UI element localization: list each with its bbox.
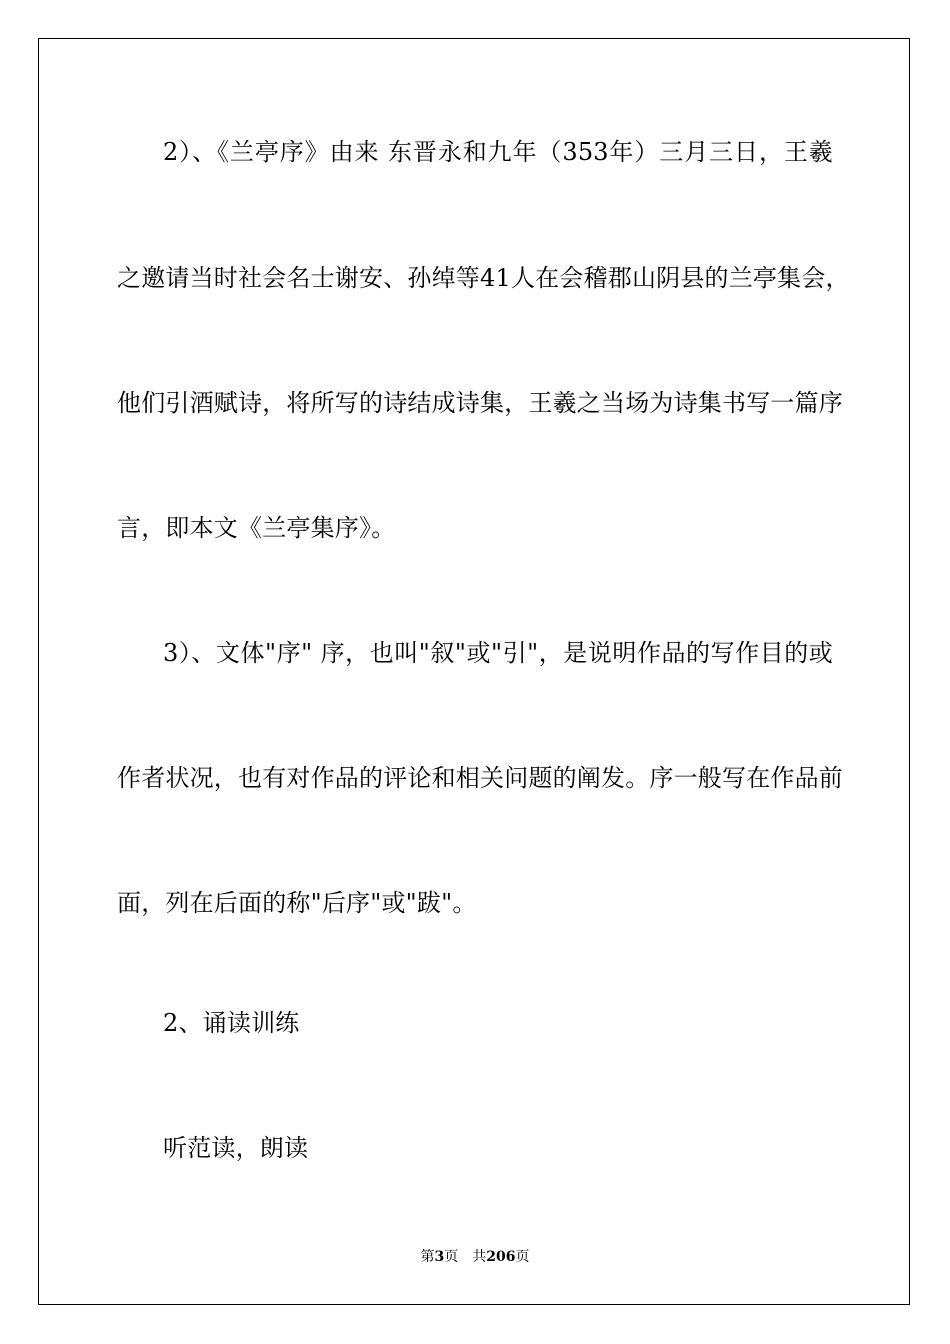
paragraph-line-2: 之邀请当时社会名士谢安、孙绰等41人在会稽郡山阴县的兰亭集会， [117,264,850,292]
footer-total-pages: 206 [486,1249,516,1265]
footer-total-prefix: 共 [472,1249,487,1265]
paragraph-line-6: 作者状况，也有对作品的评论和相关问题的阐发。序一般写在作品前 [117,764,843,792]
paragraph-line-5: 3）、文体"序" 序，也叫"叙"或"引"，是说明作品的写作目的或 [163,639,833,667]
footer-total-suffix: 页 [515,1249,530,1265]
section-heading: 2、诵读训练 [163,1009,300,1037]
paragraph-line-3: 他们引酒赋诗，将所写的诗结成诗集，王羲之当场为诗集书写一篇序 [117,389,843,417]
page-border [38,38,910,1305]
footer-page-number: 3 [434,1249,445,1265]
paragraph-line-1: 2）、《兰亭序》由来 东晋永和九年（353年）三月三日，王羲 [163,138,833,166]
footer-page-prefix: 第 [420,1249,435,1265]
paragraph-line-7: 面，列在后面的称"后序"或"跋"。 [117,889,477,917]
page-footer [0,1247,950,1267]
paragraph-line-4: 言，即本文《兰亭集序》。 [117,514,396,542]
footer-page-suffix: 页 [444,1249,459,1265]
paragraph-line-9: 听范读，朗读 [163,1134,309,1162]
